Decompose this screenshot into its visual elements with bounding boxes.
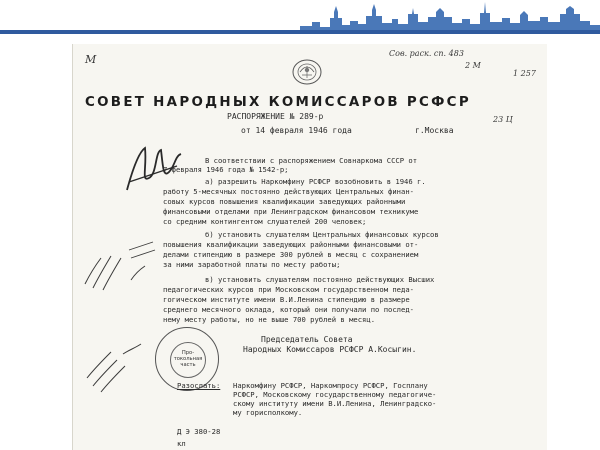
margin-handwritten-note-icon — [83, 334, 163, 398]
distribution-line: му горисполкому. — [233, 408, 303, 417]
body-line: В соответствии с распоряжением Совнаркома СССР от — [205, 156, 418, 165]
stamp-text: Про- токольная часть — [173, 350, 203, 368]
body-line: совых курсов повышения квалификации заведующих районными — [163, 197, 406, 206]
body-line: нему месту работы, но не выше 700 рублей в месяц. — [163, 315, 376, 324]
state-emblem-icon — [291, 58, 323, 86]
body-line: финансовыми отделами при Ленинградском финансовом техникуме — [163, 207, 419, 216]
archive-note: Сов. раск. сп. 483 — [389, 49, 464, 58]
archive-note-4: 23 Ц — [493, 115, 513, 124]
stamp-center — [170, 342, 206, 378]
order-place: г.Москва — [415, 126, 454, 135]
footer-code: Д Э 380-28 — [177, 427, 221, 436]
margin-handwritten-note-icon — [81, 236, 161, 298]
distribution-label: Разослать: — [177, 381, 221, 390]
body-line: среднего месячного оклада, который они получали по послед- — [163, 305, 414, 314]
footer-note: кл — [177, 439, 186, 448]
body-line: работу 5-месячных постоянно действующих Центральных финан- — [163, 187, 414, 196]
body-line: 7 февраля 1946 года № 1542-р; — [163, 165, 289, 174]
order-number: РАСПОРЯЖЕНИЕ № 289-р — [227, 112, 324, 121]
signature-name: Народных Комиссаров РСФСР А.Косыгин. — [243, 345, 417, 354]
archive-note-2: 2 М — [465, 61, 481, 70]
body-line: повышения квалификации заведующих районными финансовыми от- — [163, 240, 419, 249]
distribution-line: скому институту имени В.И.Ленина, Ленинградско- — [233, 399, 437, 408]
document-title: СОВЕТ НАРОДНЫХ КОМИССАРОВ РСФСР — [85, 95, 471, 110]
distribution-line: Наркомфину РСФСР, Наркомпросу РСФСР, Госплану — [233, 381, 428, 390]
body-line: за ними заработной платы по месту работы; — [163, 260, 341, 269]
body-line: б) установить слушателям Центральных финансовых курсов — [205, 230, 439, 239]
archive-note-3: 1 257 — [513, 69, 536, 78]
distribution-line: РСФСР, Московскому государственному педагогиче- — [233, 390, 437, 399]
corner-handwritten-note: M — [85, 53, 97, 66]
body-line: со средним контингентом слушателей 200 человек; — [163, 217, 367, 226]
body-line: делами стипендию в размере 300 рублей в месяц с сохранением — [163, 250, 419, 259]
banner-bar — [0, 30, 600, 34]
body-line: педагогических курсов при Московском государственном педа- — [163, 285, 414, 294]
order-date: от 14 февраля 1946 года — [241, 126, 352, 135]
archival-document — [72, 44, 547, 450]
body-line: в) установить слушателям постоянно действующих Высших — [205, 275, 435, 284]
body-line: гогическом институте имени В.И.Ленина стипендию в размере — [163, 295, 410, 304]
body-line: а) разрешить Наркомфину РСФСР возобновить в 1946 г. — [205, 177, 426, 186]
header-banner — [0, 0, 600, 44]
signature-position: Председатель Совета — [261, 335, 353, 344]
